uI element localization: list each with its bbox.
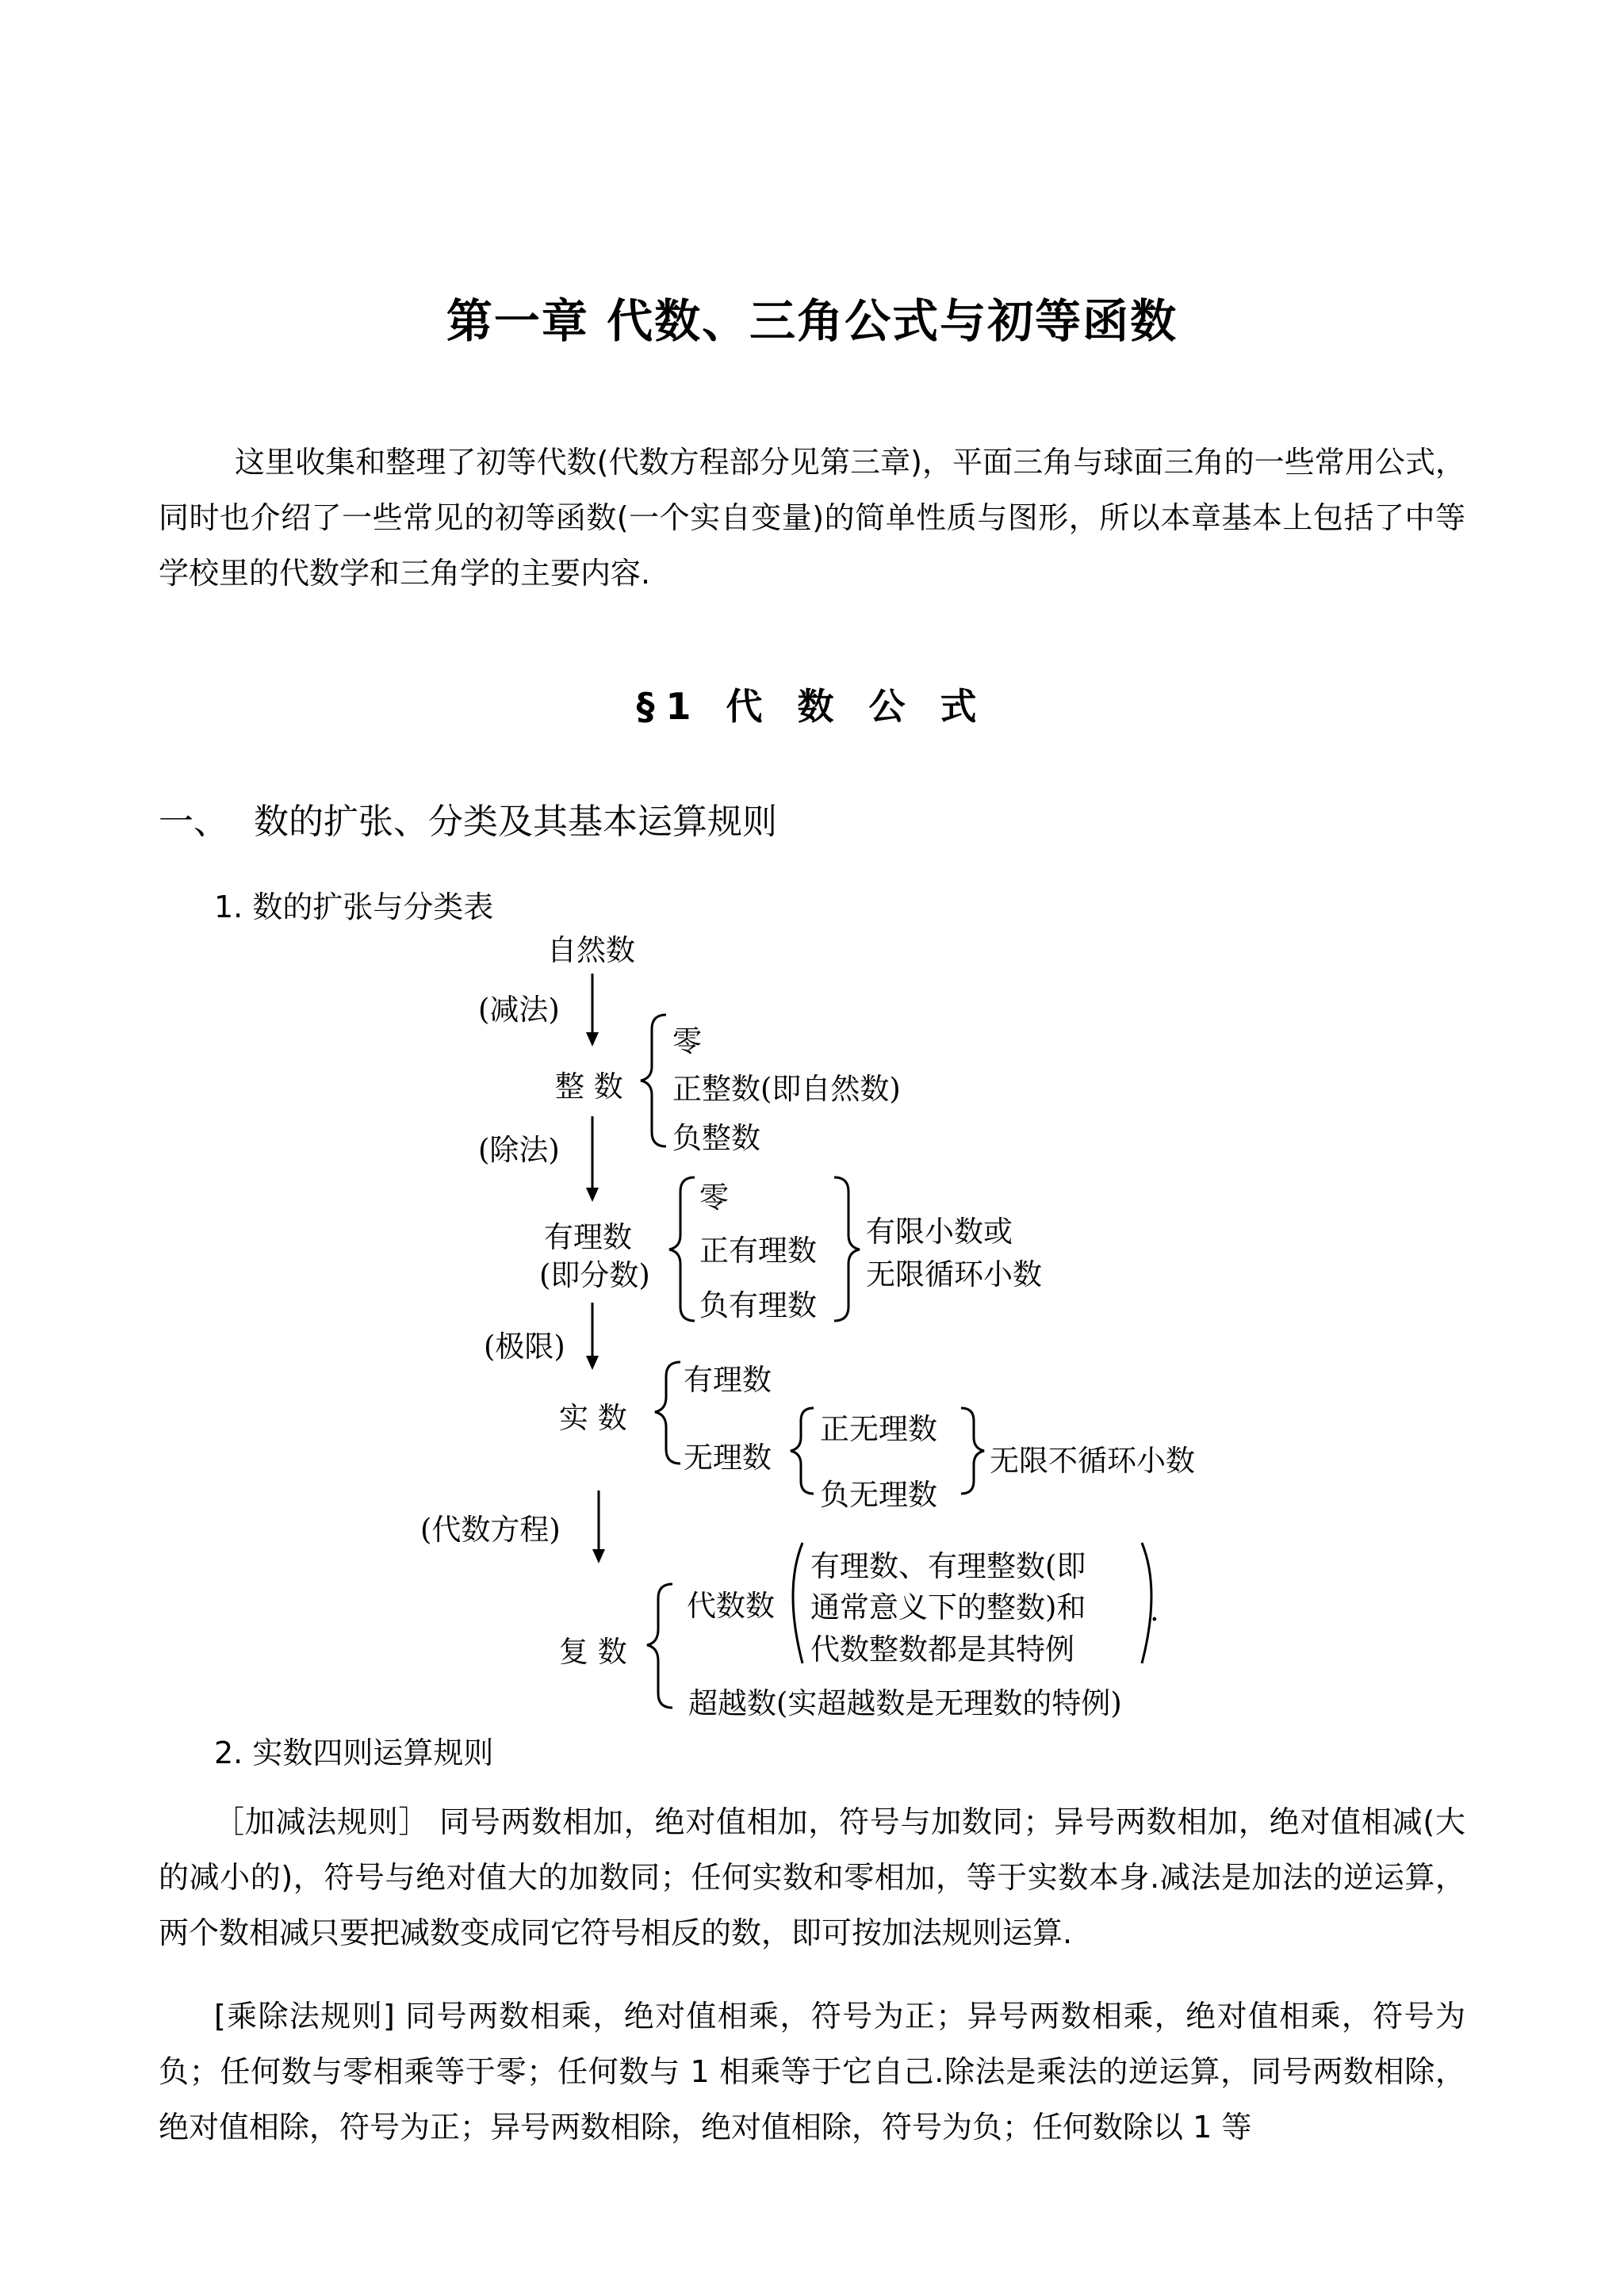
arrow-head xyxy=(592,1549,605,1563)
integer-positive: 正整数(即自然数) xyxy=(672,1072,901,1106)
rational-negative: 负有理数 xyxy=(699,1288,817,1322)
rule-addition-subtraction: ［加减法规则］ 同号两数相加，绝对值相加，符号与加数同；异号两数相加，绝对值相减(大的减小的)，符号与绝对值大的加数同；任何实数和零相加，等于实数本身.减法是加法的逆运算，两个数相减只要把减数变成同它符号相反的数，即可按加法规则运算. xyxy=(159,1804,1465,1950)
op-subtraction: (减法) xyxy=(478,993,560,1027)
rational-positive: 正有理数 xyxy=(699,1234,817,1268)
complex-number: 复 数 xyxy=(559,1635,627,1669)
rational-number: 有理数 xyxy=(544,1220,632,1254)
subsection-arithmetic-rules: 2. 实数四则运算规则 xyxy=(214,1735,494,1770)
rational-note-1: 有限小数或 xyxy=(866,1215,1013,1249)
section-title: §1 代 数 公 式 xyxy=(636,685,988,728)
rational-note-2: 无限循环小数 xyxy=(866,1257,1042,1292)
irrational-negative: 负无理数 xyxy=(820,1478,937,1512)
algebraic-paren-left xyxy=(793,1543,802,1663)
algebraic-note-3: 代数整数都是其特例 xyxy=(810,1632,1074,1667)
subsection-classification: 1. 数的扩张与分类表 xyxy=(214,890,494,924)
chapter-title: 第一章 代数、三角公式与初等函数 xyxy=(446,294,1178,348)
arrow-head xyxy=(586,1032,599,1047)
integer-brace xyxy=(641,1015,666,1146)
arrow-head xyxy=(586,1356,599,1370)
real-irrational: 无理数 xyxy=(684,1441,772,1475)
algebraic-period: . xyxy=(1150,1594,1159,1628)
algebraic-note-1: 有理数、有理整数(即 xyxy=(810,1549,1086,1583)
op-algebraic-equation: (代数方程) xyxy=(420,1513,561,1547)
real-rational: 有理数 xyxy=(684,1363,772,1397)
integer-negative: 负整数 xyxy=(672,1121,760,1155)
rule-multiplication-division: [乘除法规则] 同号两数相乘，绝对值相乘，符号为正；异号两数相乘，绝对值相乘，符号为负；任何数与零相乘等于零；任何数与 1 相乘等于它自己.除法是乘法的逆运算，同号两数相除，绝对值相除，符号为正；异号两数相除，绝对值相除，符号为负；任何数除以 1 等 xyxy=(159,1999,1465,2145)
heading-text: 数的扩张、分类及其基本运算规则 xyxy=(254,802,777,842)
irrational-brace-left xyxy=(791,1408,814,1494)
op-division: (除法) xyxy=(478,1133,560,1167)
algebraic-note-2: 通常意义下的整数)和 xyxy=(810,1590,1086,1624)
real-number: 实 数 xyxy=(559,1401,627,1435)
arrow-head xyxy=(586,1188,599,1202)
irrational-positive: 正无理数 xyxy=(820,1412,937,1446)
op-limit: (极限) xyxy=(484,1330,565,1364)
complex-brace xyxy=(647,1584,672,1708)
algebraic-number: 代数数 xyxy=(687,1589,775,1623)
rational-brace-right xyxy=(834,1177,860,1321)
irrational-note: 无限不循环小数 xyxy=(990,1444,1195,1478)
rational-fraction: (即分数) xyxy=(539,1258,650,1292)
integer-zero: 零 xyxy=(672,1024,702,1058)
heading-number: 一、 xyxy=(159,802,228,842)
transcendental-number: 超越数(实超越数是无理数的特例) xyxy=(688,1686,1122,1720)
real-brace xyxy=(655,1362,680,1464)
rational-brace-left xyxy=(669,1177,695,1321)
irrational-brace-right xyxy=(961,1408,984,1494)
integer: 整 数 xyxy=(555,1070,623,1104)
intro-paragraph: 这里收集和整理了初等代数(代数方程部分见第三章)，平面三角与球面三角的一些常用公式，同时也介绍了一些常见的初等函数(一个实自变量)的简单性质与图形，所以本章基本上包括了中等学校里的代数学和三角学的主要内容. xyxy=(159,445,1465,591)
natural-number: 自然数 xyxy=(547,933,635,967)
rational-zero: 零 xyxy=(699,1181,729,1215)
